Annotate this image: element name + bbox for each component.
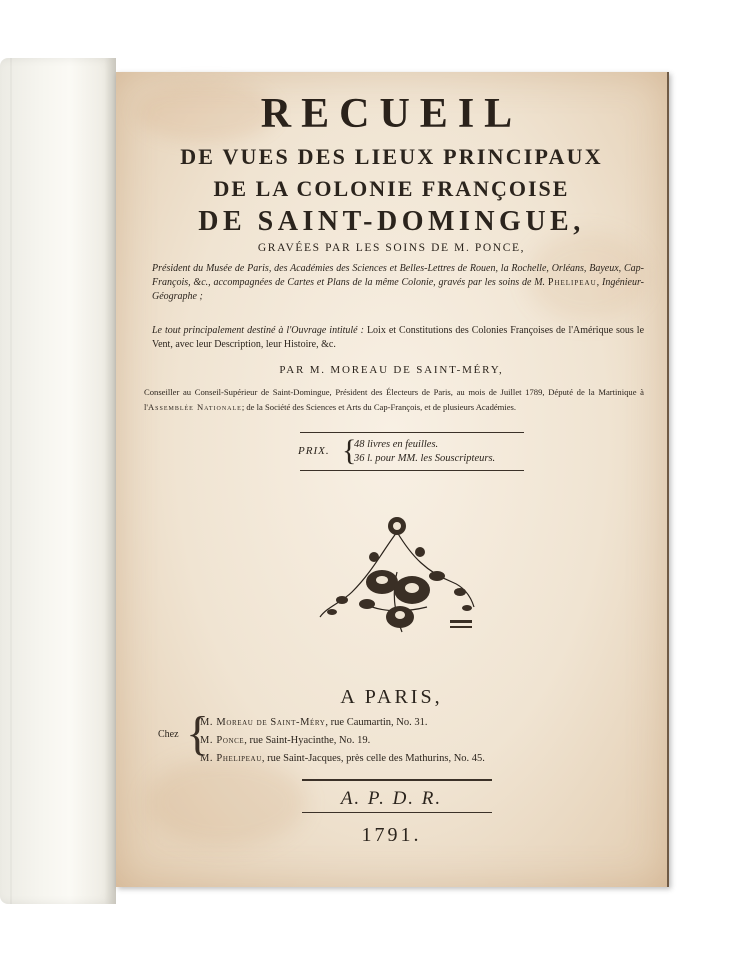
address-2-name: M. Ponce	[200, 735, 245, 746]
president-paragraph	[152, 262, 644, 304]
credentials-text-b: ; de la Société des Sciences et Arts du Cap-François, et de plusieurs Académies.	[241, 402, 517, 412]
chez-label: Chez	[158, 729, 179, 740]
address-3-name: M. Phelipeau	[200, 753, 262, 764]
title-line-2: DE VUES DES LIEUX PRINCIPAUX	[180, 144, 603, 169]
publication-year: 1791.	[361, 824, 422, 846]
price-rule-top	[300, 432, 524, 433]
price-lines	[354, 438, 495, 466]
author-credentials	[144, 385, 644, 415]
address-2-street: , rue Saint-Hyacinthe, No. 19.	[244, 735, 371, 746]
address-2	[200, 732, 485, 750]
address-list	[200, 714, 485, 768]
credentials-text-a: Conseiller au Conseil-Supérieur de Saint-Domingue, Président des Électeurs de Paris, au mois de Juillet 1789, Député de la Martinique à l'	[144, 387, 644, 412]
title-line-3: DE LA COLONIE FRANÇOISE	[213, 176, 570, 201]
address-3	[200, 750, 485, 768]
imprint-rule-top	[302, 779, 492, 781]
title-line-4: DE SAINT-DOMINGUE,	[198, 206, 585, 237]
imprint-rule-bottom	[302, 812, 492, 813]
purpose-text-a: Le tout principalement destiné à l'Ouvrage intitulé :	[152, 325, 364, 336]
book-spine	[0, 58, 116, 904]
president-text-b: , Ingénieur-Géographe ;	[152, 277, 644, 302]
address-3-street: , rue Saint-Jacques, près celle des Mathurins, No. 45.	[261, 753, 485, 764]
privilege-line: A. P. D. R.	[340, 788, 443, 809]
purpose-text-b: Loix et Constitutions des Colonies Françoises de l'Amérique sous le Vent, avec leur Description, leur Histoire, &c.	[152, 325, 645, 350]
price-rule-bottom	[300, 470, 524, 471]
address-1	[200, 714, 485, 732]
purpose-paragraph	[152, 324, 644, 352]
price-label: PRIX.	[298, 445, 330, 457]
president-name: Phelipeau	[547, 277, 597, 288]
assemblee-nationale: Assemblée Nationale	[147, 402, 242, 412]
title-page	[116, 72, 669, 887]
price-line-1: 48 livres en feuilles.	[354, 439, 439, 450]
author-line: PAR M. MOREAU DE SAINT-MÉRY,	[279, 364, 504, 376]
price-line-2: 36 l. pour MM. les Souscripteurs.	[354, 453, 496, 464]
address-1-name: M. Moreau de Saint-Méry	[200, 717, 326, 728]
president-text-a: Président du Musée de Paris, des Académies des Sciences et Belles-Lettres de Rouen, la Rochelle, Orléans, Bayeux, Cap-François, &c., accompagnées de Cartes et Plans de la même Colonie, gravés par les soins de M.	[152, 263, 644, 288]
engraved-by-line: GRAVÉES PAR LES SOINS DE M. PONCE,	[257, 242, 526, 254]
title-recueil: RECUEIL	[260, 91, 523, 137]
address-brace: {	[186, 707, 210, 760]
address-1-street: , rue Caumartin, No. 31.	[325, 717, 428, 728]
price-brace: {	[342, 434, 357, 467]
floral-bouquet-icon	[312, 512, 482, 652]
imprint-city: A PARIS,	[340, 686, 443, 708]
